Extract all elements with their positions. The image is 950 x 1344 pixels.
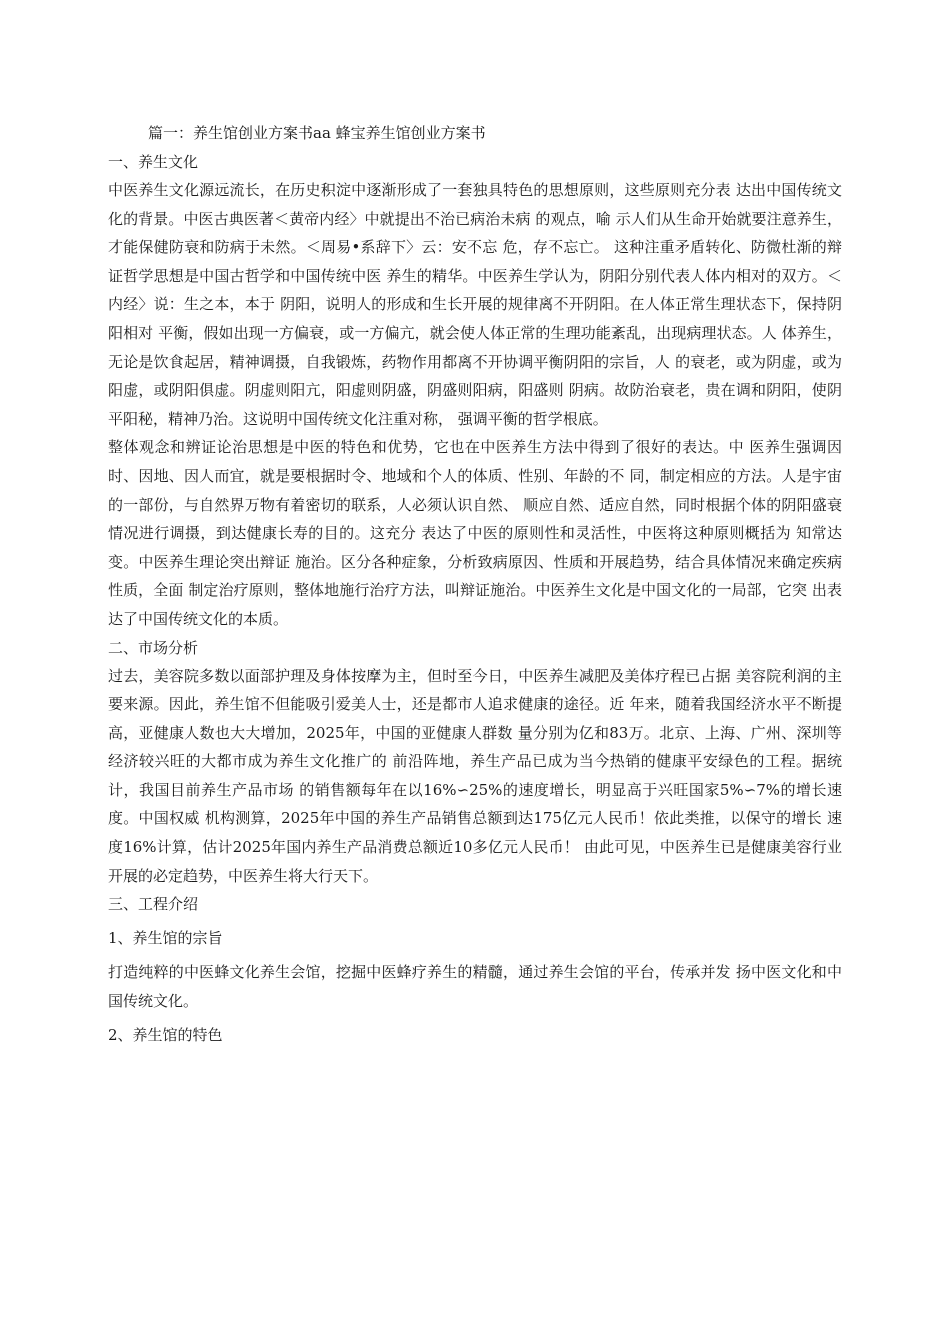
section-heading-project: 三、工程介绍: [108, 895, 199, 914]
paragraph-purpose: 打造纯粹的中医蜂文化养生会馆，挖掘中医蜂疗养生的精髓，通过养生会馆的平台，传承并发 扬中医文化和中国传统文化。: [108, 963, 842, 1010]
section-heading-culture: 一、养生文化: [108, 153, 199, 171]
paragraph-market-1: 过去，美容院多数以面部护理及身体按摩为主，但时至今日，中医养生减肥及美体疗程已占据 美容院利润的主要来源。因此，养生馆不但能吸引爱美人士，还是都市人追求健康的途径。近 年来，随着我国经济水平不断提高，亚健康人数也大大增加，2025年，中国的亚健康人群数 量分别为亿和83万。北京、上海、广州、深圳等经济较兴旺的大都市成为养生文化推广的 前沿阵地，养生产品已成为当今热销的健康平安绿色的工程。据统计，我国目前养生产品市场 的销售额每年在以16%∽25%的速度增长，明显高于兴旺国家5%∽7%的增长速度。中国权威 机构测算，2025年中国的养生产品销售总额到达175亿元人民币！依此类推，以保守的增长 速度16%计算，估计2025年国内养生产品消费总额近10多亿元人民币！ 由此可见，中医养生已是健康美容行业开展的必定趋势，中医养生将大行天下。: [108, 666, 842, 885]
subheading-features: 2、养生馆的特色: [108, 1026, 223, 1045]
document-page: [108, 120, 842, 1049]
document-title: 篇一：养生馆创业方案书aa 蜂宝养生馆创业方案书: [148, 124, 486, 142]
subheading-purpose: 1、养生馆的宗旨: [108, 929, 223, 948]
section-heading-market: 二、市场分析: [108, 638, 199, 657]
paragraph-culture-2: 整体观念和辨证论治思想是中医的特色和优势，它也在中医养生方法中得到了很好的表达。中 医养生强调因时、因地、因人而宜，就是要根据时令、地域和个人的体质、性别、年龄的不 同，制定相应的方法。人是宇宙的一部份，与自然界万物有着密切的联系，人必须认识自然、 顺应自然、适应自然，同时根据个体的阴阳盛衰情况进行调摄，到达健康长寿的目的。这充分 表达了中医的原则性和灵活性，中医将这种原则概括为 知常达变。中医养生理论突出辩证 施治。区分各种症象，分析致病原因、性质和开展趋势，结合具体情况来确定疾病性质，全面 制定治疗原则，整体地施行治疗方法，叫辩证施治。中医养生文化是中国文化的一局部，它突 出表达了中国传统文化的本质。: [108, 438, 842, 628]
paragraph-culture-1: 中医养生文化源远流长，在历史积淀中逐渐形成了一套独具特色的思想原则，这些原则充分表 达出中国传统文化的背景。中医古典医著＜黄帝内经〉中就提出不治已病治未病 的观点，喻 示人们从生命开始就要注意养生，才能保健防衰和防病于未然。＜周易•系辞下〉云：安不忘 危，存不忘亡。 这种注重矛盾转化、防微杜渐的辩证哲学思想是中国古哲学和中国传统中医 养生的精华。中医养生学认为，阴阳分别代表人体内相对的双方。＜内经〉说：生之本，本于 阴阳，说明人的形成和生长开展的规律离不开阴阳。在人体正常生理状态下，保持阴阳相对 平衡，假如出现一方偏衰，或一方偏亢，就会使人体正常的生理功能紊乱，出现病理状态。人 体养生，无论是饮食起居，精神调摄，自我锻炼，药物作用都离不开协调平衡阴阳的宗旨，人 的衰老，或为阴虚，或为阳虚，或阴阳俱虚。阴虚则阳亢，阳虚则阴盛，阴盛则阳病，阳盛则 阴病。故防治衰老，贵在调和阴阳，使阴平阳秘，精神乃治。这说明中国传统文化注重对称， 强调平衡的哲学根底。: [108, 181, 842, 428]
